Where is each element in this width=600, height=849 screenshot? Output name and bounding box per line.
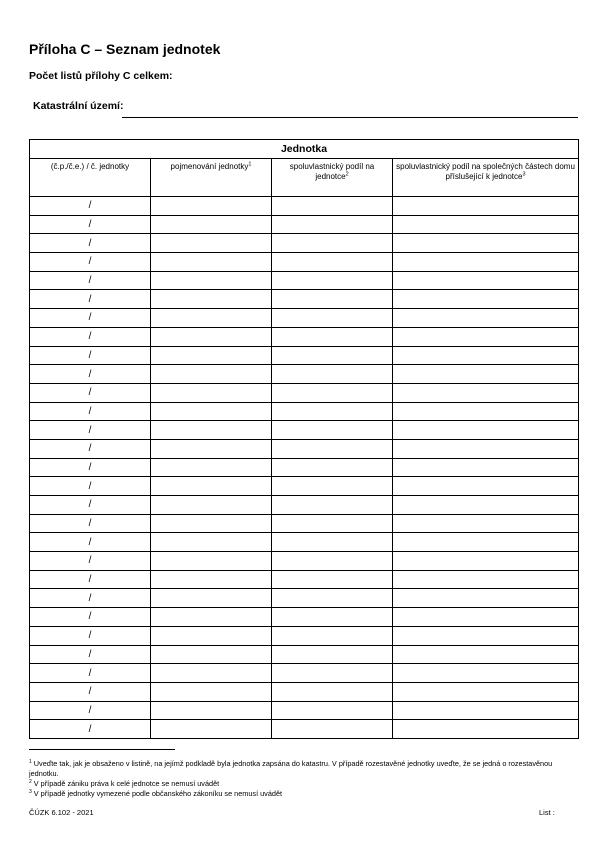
unit-number-cell[interactable]: / xyxy=(30,271,151,290)
unit-number-cell[interactable]: / xyxy=(30,608,151,627)
footnote-mark: 2 xyxy=(29,778,32,785)
common-share-cell[interactable] xyxy=(393,234,579,253)
table-row xyxy=(30,309,579,328)
footnote-ref: 2 xyxy=(345,171,349,178)
footnote-text: V případě jednotky vymezené podle občanského zákoníku se nemusí uvádět xyxy=(33,789,283,798)
unit-name-cell[interactable] xyxy=(151,477,272,496)
unit-number-cell[interactable]: / xyxy=(30,589,151,608)
unit-number-cell[interactable]: / xyxy=(30,234,151,253)
unit-share-cell[interactable] xyxy=(272,271,393,290)
unit-number-cell[interactable]: / xyxy=(30,477,151,496)
common-share-cell[interactable] xyxy=(393,570,579,589)
unit-share-cell[interactable] xyxy=(272,365,393,384)
unit-share-cell[interactable] xyxy=(272,664,393,683)
table-row xyxy=(30,514,579,533)
unit-number-cell[interactable]: / xyxy=(30,570,151,589)
unit-share-cell[interactable] xyxy=(272,608,393,627)
sheet-number-label: List : xyxy=(539,808,555,817)
unit-share-cell[interactable] xyxy=(272,682,393,701)
column-header xyxy=(393,159,579,197)
column-header-row xyxy=(30,159,579,197)
footnote-ref: 1 xyxy=(248,161,252,168)
common-share-cell[interactable] xyxy=(393,309,579,328)
unit-number-cell[interactable]: / xyxy=(30,514,151,533)
common-share-cell[interactable] xyxy=(393,253,579,272)
unit-number-cell[interactable]: / xyxy=(30,346,151,365)
unit-name-cell[interactable] xyxy=(151,383,272,402)
unit-name-cell[interactable] xyxy=(151,365,272,384)
common-share-cell[interactable] xyxy=(393,664,579,683)
unit-name-cell[interactable] xyxy=(151,514,272,533)
unit-share-cell[interactable] xyxy=(272,197,393,216)
unit-share-cell[interactable] xyxy=(272,589,393,608)
common-share-cell[interactable] xyxy=(393,589,579,608)
common-share-cell[interactable] xyxy=(393,608,579,627)
unit-share-cell[interactable] xyxy=(272,552,393,571)
unit-share-cell[interactable] xyxy=(272,383,393,402)
unit-name-cell[interactable] xyxy=(151,720,272,739)
common-share-cell[interactable] xyxy=(393,271,579,290)
unit-share-cell[interactable] xyxy=(272,215,393,234)
table-row xyxy=(30,234,579,253)
cadastre-input-line[interactable] xyxy=(122,117,578,118)
unit-share-cell[interactable] xyxy=(272,234,393,253)
form-code: ČÚZK 6.102 - 2021 xyxy=(29,808,94,817)
unit-name-cell[interactable] xyxy=(151,608,272,627)
unit-name-cell[interactable] xyxy=(151,645,272,664)
table-row xyxy=(30,271,579,290)
unit-name-cell[interactable] xyxy=(151,701,272,720)
unit-number-cell[interactable]: / xyxy=(30,197,151,216)
unit-name-cell[interactable] xyxy=(151,197,272,216)
column-header xyxy=(30,159,151,197)
table-row xyxy=(30,720,579,739)
column-header xyxy=(272,159,393,197)
unit-number-cell[interactable]: / xyxy=(30,720,151,739)
common-share-cell[interactable] xyxy=(393,477,579,496)
unit-number-cell[interactable]: / xyxy=(30,496,151,515)
common-share-cell[interactable] xyxy=(393,626,579,645)
unit-number-cell[interactable]: / xyxy=(30,253,151,272)
unit-name-cell[interactable] xyxy=(151,439,272,458)
sheet-count-label: Počet listů přílohy C celkem: xyxy=(29,70,173,82)
table-row xyxy=(30,626,579,645)
unit-name-cell[interactable] xyxy=(151,496,272,515)
common-share-cell[interactable] xyxy=(393,365,579,384)
unit-name-cell[interactable] xyxy=(151,682,272,701)
unit-share-cell[interactable] xyxy=(272,645,393,664)
common-share-cell[interactable] xyxy=(393,533,579,552)
table-row xyxy=(30,552,579,571)
unit-name-cell[interactable] xyxy=(151,552,272,571)
common-share-cell[interactable] xyxy=(393,383,579,402)
unit-number-cell[interactable]: / xyxy=(30,458,151,477)
unit-share-cell[interactable] xyxy=(272,720,393,739)
unit-number-cell[interactable]: / xyxy=(30,533,151,552)
unit-share-cell[interactable] xyxy=(272,309,393,328)
unit-number-cell[interactable]: / xyxy=(30,365,151,384)
unit-share-cell[interactable] xyxy=(272,533,393,552)
unit-number-cell[interactable]: / xyxy=(30,402,151,421)
common-share-cell[interactable] xyxy=(393,645,579,664)
unit-name-cell[interactable] xyxy=(151,327,272,346)
common-share-cell[interactable] xyxy=(393,346,579,365)
table-row xyxy=(30,383,579,402)
unit-share-cell[interactable] xyxy=(272,701,393,720)
unit-name-cell[interactable] xyxy=(151,570,272,589)
table-row xyxy=(30,477,579,496)
column-header xyxy=(151,159,272,197)
unit-name-cell[interactable] xyxy=(151,664,272,683)
footnote-text: Uveďte tak, jak je obsaženo v listině, na jejímž podkladě byla jednotka zapsána do katastru. V případě rozestavěné jednotky uveďte, že se jedná o rozestavěnou jednotku. xyxy=(29,759,553,778)
unit-number-cell[interactable]: / xyxy=(30,552,151,571)
unit-name-cell[interactable] xyxy=(151,533,272,552)
footnote-item xyxy=(29,759,579,779)
common-share-cell[interactable] xyxy=(393,421,579,440)
unit-share-cell[interactable] xyxy=(272,421,393,440)
common-share-cell[interactable] xyxy=(393,552,579,571)
table-row xyxy=(30,589,579,608)
common-share-cell[interactable] xyxy=(393,682,579,701)
unit-share-cell[interactable] xyxy=(272,477,393,496)
unit-name-cell[interactable] xyxy=(151,234,272,253)
table-row xyxy=(30,570,579,589)
unit-number-cell[interactable]: / xyxy=(30,701,151,720)
footnote-item xyxy=(29,789,579,799)
table-row xyxy=(30,496,579,515)
footnote-text: V případě zániku práva k celé jednotce se nemusí uvádět xyxy=(33,779,220,788)
cadastre-label: Katastrální území: xyxy=(33,100,124,112)
common-share-cell[interactable] xyxy=(393,402,579,421)
unit-number-cell[interactable]: / xyxy=(30,626,151,645)
page-title: Příloha C – Seznam jednotek xyxy=(29,41,221,57)
footnote-item xyxy=(29,779,579,789)
unit-number-cell[interactable]: / xyxy=(30,439,151,458)
unit-name-cell[interactable] xyxy=(151,215,272,234)
table-body xyxy=(30,197,579,739)
common-share-cell[interactable] xyxy=(393,701,579,720)
unit-name-cell[interactable] xyxy=(151,589,272,608)
table-row xyxy=(30,701,579,720)
table-row xyxy=(30,682,579,701)
table-row xyxy=(30,365,579,384)
common-share-cell[interactable] xyxy=(393,290,579,309)
column-header-label: spoluvlastnický podíl na společných částech domu příslušející k jednotce xyxy=(396,162,575,181)
common-share-cell[interactable] xyxy=(393,215,579,234)
unit-share-cell[interactable] xyxy=(272,346,393,365)
unit-share-cell[interactable] xyxy=(272,570,393,589)
table-row xyxy=(30,439,579,458)
unit-number-cell[interactable]: / xyxy=(30,421,151,440)
footnotes xyxy=(29,759,579,799)
common-share-cell[interactable] xyxy=(393,496,579,515)
common-share-cell[interactable] xyxy=(393,720,579,739)
column-header-label: (č.p./č.e.) / č. jednotky xyxy=(50,162,130,171)
unit-share-cell[interactable] xyxy=(272,514,393,533)
unit-name-cell[interactable] xyxy=(151,421,272,440)
table-row xyxy=(30,197,579,216)
unit-name-cell[interactable] xyxy=(151,458,272,477)
common-share-cell[interactable] xyxy=(393,439,579,458)
unit-number-cell[interactable]: / xyxy=(30,327,151,346)
unit-name-cell[interactable] xyxy=(151,290,272,309)
unit-number-cell[interactable]: / xyxy=(30,383,151,402)
footnote-mark: 3 xyxy=(29,788,32,795)
common-share-cell[interactable] xyxy=(393,514,579,533)
unit-number-cell[interactable]: / xyxy=(30,290,151,309)
footnote-mark: 1 xyxy=(29,758,32,765)
footnote-ref: 3 xyxy=(522,171,526,178)
column-header-label: pojmenování jednotky xyxy=(170,162,249,171)
unit-name-cell[interactable] xyxy=(151,402,272,421)
common-share-cell[interactable] xyxy=(393,458,579,477)
unit-share-cell[interactable] xyxy=(272,496,393,515)
unit-name-cell[interactable] xyxy=(151,346,272,365)
unit-number-cell[interactable]: / xyxy=(30,215,151,234)
unit-name-cell[interactable] xyxy=(151,253,272,272)
unit-share-cell[interactable] xyxy=(272,402,393,421)
column-header-label: spoluvlastnický podíl na jednotce xyxy=(289,162,375,181)
table-group-header: Jednotka xyxy=(30,140,579,159)
unit-name-cell[interactable] xyxy=(151,309,272,328)
unit-share-cell[interactable] xyxy=(272,327,393,346)
table-row xyxy=(30,346,579,365)
unit-share-cell[interactable] xyxy=(272,253,393,272)
units-table xyxy=(29,139,579,739)
table-row xyxy=(30,458,579,477)
table-row xyxy=(30,290,579,309)
common-share-cell[interactable] xyxy=(393,197,579,216)
unit-share-cell[interactable] xyxy=(272,439,393,458)
table-row xyxy=(30,608,579,627)
table-row xyxy=(30,402,579,421)
table-row xyxy=(30,533,579,552)
table-row xyxy=(30,253,579,272)
unit-share-cell[interactable] xyxy=(272,626,393,645)
unit-number-cell[interactable]: / xyxy=(30,682,151,701)
unit-share-cell[interactable] xyxy=(272,290,393,309)
unit-name-cell[interactable] xyxy=(151,271,272,290)
common-share-cell[interactable] xyxy=(393,327,579,346)
table-row xyxy=(30,664,579,683)
footnote-separator xyxy=(29,749,175,750)
unit-number-cell[interactable]: / xyxy=(30,309,151,328)
table-row xyxy=(30,645,579,664)
unit-share-cell[interactable] xyxy=(272,458,393,477)
unit-number-cell[interactable]: / xyxy=(30,664,151,683)
unit-number-cell[interactable]: / xyxy=(30,645,151,664)
table-row xyxy=(30,215,579,234)
table-row xyxy=(30,421,579,440)
unit-name-cell[interactable] xyxy=(151,626,272,645)
table-row xyxy=(30,327,579,346)
